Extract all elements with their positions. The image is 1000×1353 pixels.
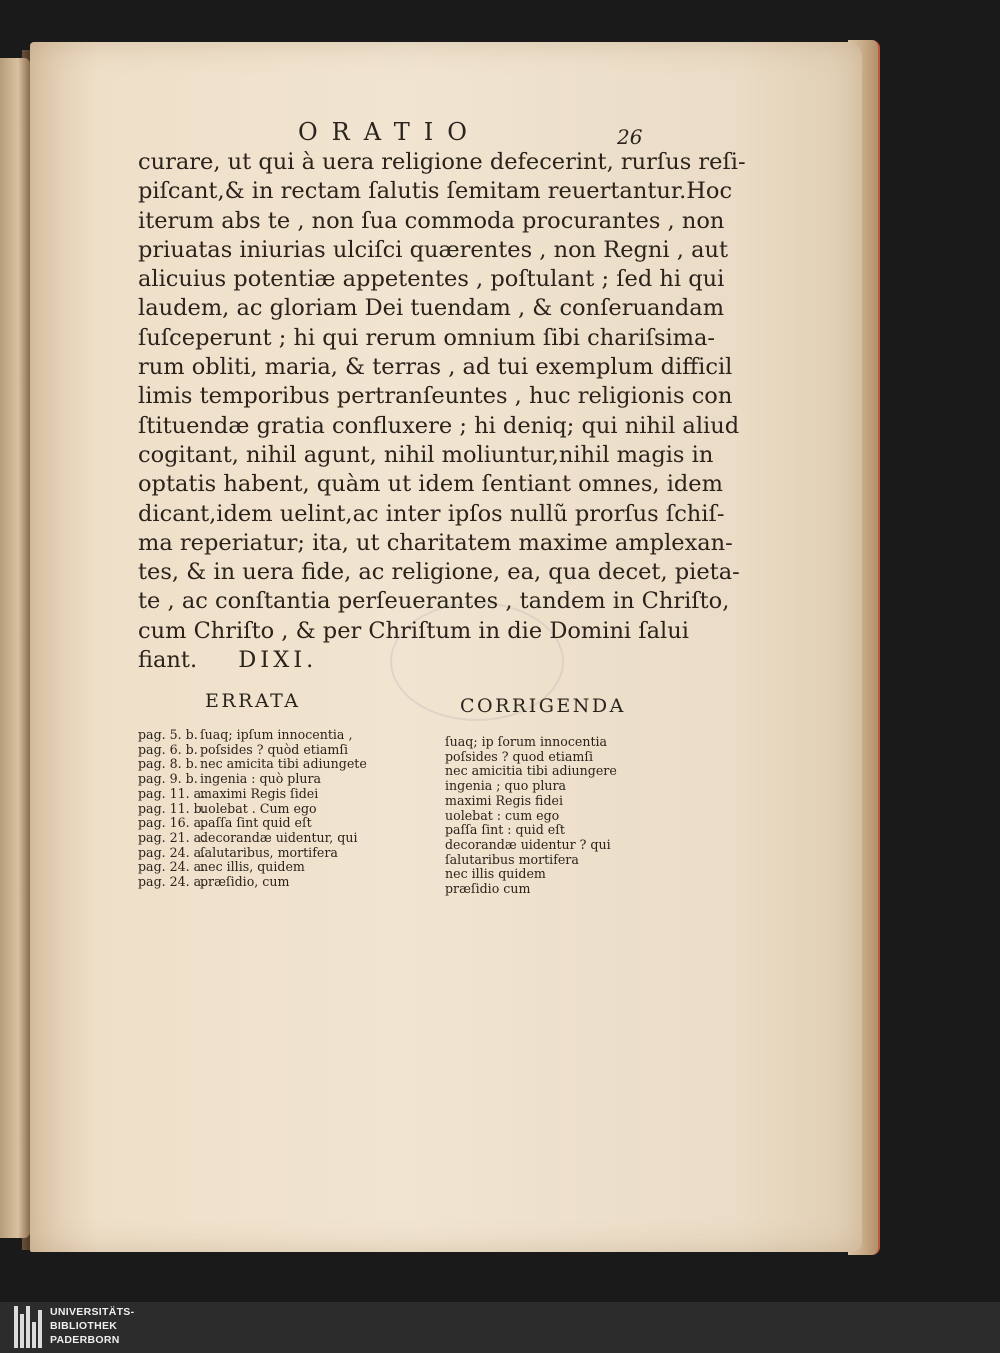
errata-entry [138,787,367,802]
errata-entry [138,772,367,787]
text-line: piſcant,& in rectam ſalutis ſemitam reuertantur.Hoc [138,178,733,205]
text-line: ſuſceperunt ; hi qui rerum omnium ſibi chariſsima- [138,324,716,351]
errata-text: præſidio, cum [200,874,290,890]
running-head: ORATIO [298,118,481,146]
errata-text: nec illis, quidem [200,859,305,875]
oration-text [138,148,746,675]
corrigenda-entry: ſalutaribus mortifera [445,851,579,867]
errata-entry [138,816,367,831]
errata-entry [138,875,367,890]
text-line: te , ac conſtantia perſeuerantes , tandem in Chriſto, [138,588,730,615]
errata-entry [138,743,367,758]
corrigenda-entry: præſidio cum [445,881,531,897]
errata-entry [138,831,367,846]
final-word: fiant. [138,647,198,674]
corrigenda-entry: ſuaq; ip ſorum innocentia [445,734,608,749]
text-line: optatis habent, quàm ut idem ſentiant omnes, idem [138,471,723,498]
errata-ref: pag. 21. a. [138,829,206,845]
errata-text: paſſa ſint quid eſt [200,815,312,831]
errata-text: poſsides ? quòd etiamſi [200,741,349,757]
text-line: curare, ut qui à uera religione defecerint, rurſus reſi- [138,149,746,175]
errata-ref: pag. 24. a. [138,844,206,860]
errata-list [138,728,367,890]
library-footer [0,1302,1000,1353]
errata-entry [138,728,367,743]
errata-text: decorandæ uidentur, qui [200,829,358,845]
text-line: tes, & in uera fide, ac religione, ea, qua decet, pieta- [138,559,740,586]
text-line: dicant,idem uelint,ac inter ipſos nullũ prorſus ſchiſ- [138,500,725,527]
corrigenda-entry: uolebat : cum ego [445,807,560,823]
library-name-line: UNIVERSITÄTS- [50,1306,135,1318]
corrigenda-heading: CORRIGENDA [460,695,626,717]
corrigenda-entry: nec illis quidem [445,866,546,882]
text-line: iterum abs te , non ſua commoda procurantes , non [138,207,725,234]
errata-ref: pag. 6. b. [138,741,198,757]
errata-entry [138,860,367,875]
page-number: 26 [617,125,643,149]
text-line: ſtituendæ gratia confluxere ; hi deniq; qui nihil aliud [138,412,740,439]
library-logo-icon [14,1306,42,1348]
text-line: cum Chriſto , & per Chriſtum in die Domini ſalui [138,617,689,644]
text-line: limis temporibus pertranſeuntes , huc religionis con [138,383,733,410]
errata-text: maximi Regis ſidei [200,785,319,801]
errata-ref: pag. 24. a. [138,859,206,875]
errata-entry [138,802,367,817]
errata-ref: pag. 11. b. [138,800,206,816]
errata-text: ingenia : quò plura [200,771,322,787]
corrigenda-entry: poſsides ? quod etiamſi [445,748,594,764]
corrigenda-entry: paſſa ſint : quid eſt [445,822,565,838]
text-line: priuatas iniurias ulciſci quærentes , non Regni , aut [138,236,729,263]
errata-text: ſalutaribus, mortifera [200,844,338,860]
corrigenda-entry: nec amicitia tibi adiungere [445,763,617,779]
text-line: cogitant, nihil agunt, nihil moliuntur,nihil magis in [138,441,714,468]
errata-text: uolebat . Cum ego [200,800,317,816]
library-name [50,1305,134,1347]
errata-ref: pag. 24. a. [138,874,206,890]
left-page-edge [0,58,30,1238]
corrigenda-entry: ingenia ; quo plura [445,778,567,794]
errata-entry [138,846,367,861]
text-line: laudem, ac gloriam Dei tuendam , & conſeruandam [138,295,725,322]
errata-ref: pag. 9. b. [138,771,198,787]
library-name-line: PADERBORN [50,1334,120,1346]
errata-heading: ERRATA [205,690,301,712]
text-line: rum obliti, maria, & terras , ad tui exemplum difficil [138,354,733,381]
library-name-line: BIBLIOTHEK [50,1320,118,1332]
errata-ref: pag. 5. b. [138,727,198,742]
closing-line [138,646,662,675]
corrigenda-list [445,735,617,897]
text-line: ma reperiatur; ita, ut charitatem maxime amplexan- [138,529,733,556]
errata-ref: pag. 8. b. [138,756,198,772]
errata-ref: pag. 11. a. [138,785,206,801]
text-line: alicuius potentiæ appetentes , poſtulant ; ſed hi qui [138,266,725,293]
errata-ref: pag. 16. a. [138,815,206,831]
corrigenda-entry: decorandæ uidentur ? qui [445,836,611,852]
errata-text: ſuaq; ipſum innocentia , [200,727,353,742]
dixi-closing: DIXI. [238,647,318,674]
errata-text: nec amicita tibi adiungete [200,756,367,772]
corrigenda-entry: maximi Regis fidei [445,792,563,808]
errata-entry [138,757,367,772]
